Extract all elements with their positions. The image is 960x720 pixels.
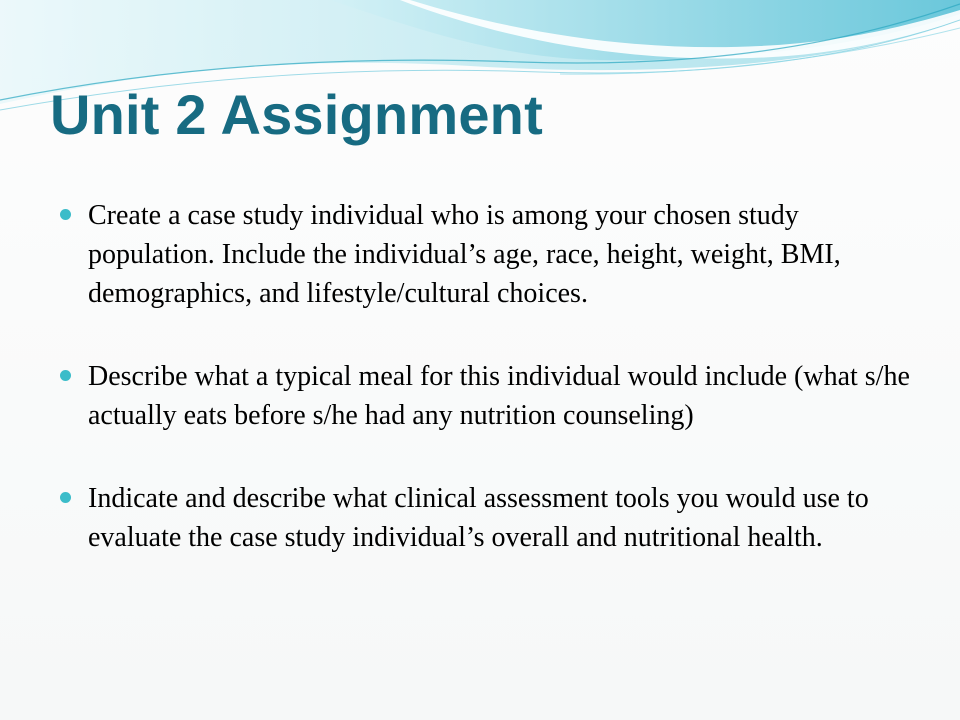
bullet-item-typical-meal <box>58 357 918 435</box>
bullet-text: Indicate and describe what clinical assessment tools you would use to evaluate the case study individual’s overall and nutritional health. <box>88 483 869 553</box>
slide-title: Unit 2 Assignment <box>50 83 543 146</box>
bullet-icon <box>60 492 71 503</box>
bullet-text: Create a case study individual who is among your chosen study population. Include the individual’s age, race, height, weight, BMI, demographics, and lifestyle/cultural choices. <box>88 200 841 309</box>
bullet-item-assessment-tools <box>58 479 918 557</box>
bullet-list <box>58 196 918 601</box>
bullet-text: Describe what a typical meal for this individual would include (what s/he actually eats before s/he had any nutrition counseling) <box>88 361 910 431</box>
bullet-icon <box>60 209 71 220</box>
bullet-item-case-study <box>58 196 918 313</box>
bullet-icon <box>60 370 71 381</box>
